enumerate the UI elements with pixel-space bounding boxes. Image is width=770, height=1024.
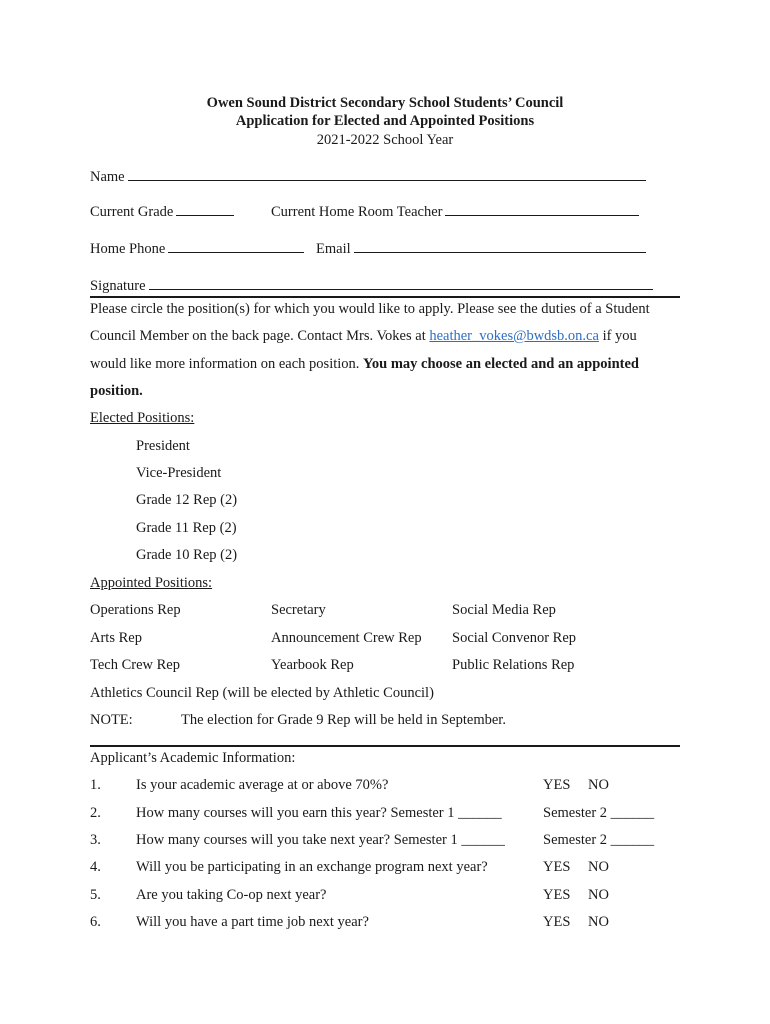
teacher-blank[interactable] xyxy=(445,203,639,216)
elected-heading: Elected Positions: xyxy=(90,410,195,426)
form-title: Application for Elected and Appointed Positions xyxy=(235,113,535,129)
name-blank[interactable] xyxy=(128,168,646,181)
instructions-line-3 xyxy=(90,355,639,373)
appointed-position[interactable]: Public Relations Rep xyxy=(452,657,575,673)
question-number: 3. xyxy=(90,832,101,848)
section-divider xyxy=(90,745,680,747)
elected-position[interactable]: Grade 12 Rep (2) xyxy=(136,492,238,508)
signature-field[interactable] xyxy=(90,277,653,295)
semester-2-field[interactable]: Semester 2 ______ xyxy=(543,832,655,848)
no-option[interactable]: NO xyxy=(588,859,609,875)
instructions-text: if you xyxy=(598,328,637,344)
teacher-label: Current Home Room Teacher xyxy=(271,204,443,220)
elected-position[interactable]: Vice-President xyxy=(136,465,222,481)
no-option[interactable]: NO xyxy=(588,777,609,793)
question-text: Will you be participating in an exchange program next year? xyxy=(136,859,488,875)
yes-option[interactable]: YES xyxy=(543,914,571,930)
email-label: Email xyxy=(316,241,351,257)
no-option[interactable]: NO xyxy=(588,914,609,930)
question-number: 6. xyxy=(90,914,101,930)
contact-email-link[interactable]: heather_vokes@bwdsb.on.ca xyxy=(429,328,599,344)
phone-label: Home Phone xyxy=(90,241,166,257)
name-label: Name xyxy=(90,169,125,185)
instructions-text: would like more information on each position. xyxy=(90,356,364,372)
elected-position[interactable]: Grade 11 Rep (2) xyxy=(136,520,237,536)
grade-blank[interactable] xyxy=(176,203,234,216)
note-label: NOTE: xyxy=(90,712,133,728)
phone-field[interactable] xyxy=(90,240,304,258)
instructions-line-4: position. xyxy=(90,383,143,399)
question-text[interactable]: How many courses will you earn this year? Semester 1 ______ xyxy=(136,805,502,821)
school-title: Owen Sound District Secondary School Students’ Council xyxy=(206,95,564,111)
yes-option[interactable]: YES xyxy=(543,777,571,793)
phone-blank[interactable] xyxy=(168,240,304,253)
email-blank[interactable] xyxy=(354,240,646,253)
yes-option[interactable]: YES xyxy=(543,859,571,875)
question-number: 5. xyxy=(90,887,101,903)
semester-2-field[interactable]: Semester 2 ______ xyxy=(543,805,655,821)
elected-position[interactable]: Grade 10 Rep (2) xyxy=(136,547,238,563)
elected-position[interactable]: President xyxy=(136,438,190,454)
question-number: 2. xyxy=(90,805,101,821)
grade-label: Current Grade xyxy=(90,204,174,220)
appointed-heading: Appointed Positions: xyxy=(90,575,213,591)
question-number: 4. xyxy=(90,859,101,875)
section-divider xyxy=(90,296,680,298)
note-text: The election for Grade 9 Rep will be held in September. xyxy=(181,712,506,728)
question-text: Is your academic average at or above 70%? xyxy=(136,777,389,793)
teacher-field[interactable] xyxy=(271,203,639,221)
appointed-position[interactable]: Secretary xyxy=(271,602,326,618)
instructions-line-1: Please circle the position(s) for which you would like to apply. Please see the duties of a Student xyxy=(90,301,650,317)
question-text: Will you have a part time job next year? xyxy=(136,914,369,930)
appointed-position[interactable]: Arts Rep xyxy=(90,630,142,646)
athletics-position[interactable]: Athletics Council Rep (will be elected by Athletic Council) xyxy=(90,685,434,701)
appointed-position[interactable]: Operations Rep xyxy=(90,602,181,618)
question-text[interactable]: How many courses will you take next year? Semester 1 ______ xyxy=(136,832,505,848)
appointed-position[interactable]: Yearbook Rep xyxy=(271,657,354,673)
yes-option[interactable]: YES xyxy=(543,887,571,903)
signature-label: Signature xyxy=(90,278,146,294)
name-field[interactable] xyxy=(90,168,646,186)
instructions-text: Council Member on the back page. Contact Mrs. Vokes at xyxy=(90,328,430,344)
question-number: 1. xyxy=(90,777,101,793)
academic-heading: Applicant’s Academic Information: xyxy=(90,750,296,766)
appointed-position[interactable]: Announcement Crew Rep xyxy=(271,630,422,646)
school-year: 2021-2022 School Year xyxy=(316,132,454,148)
appointed-position[interactable]: Tech Crew Rep xyxy=(90,657,180,673)
instructions-bold: You may choose an elected and an appointed xyxy=(363,356,639,372)
appointed-position[interactable]: Social Media Rep xyxy=(452,602,556,618)
signature-blank[interactable] xyxy=(149,277,653,290)
question-text: Are you taking Co-op next year? xyxy=(136,887,327,903)
instructions-line-2 xyxy=(90,327,637,345)
grade-field[interactable] xyxy=(90,203,234,221)
email-field[interactable] xyxy=(316,240,646,258)
appointed-position[interactable]: Social Convenor Rep xyxy=(452,630,577,646)
no-option[interactable]: NO xyxy=(588,887,609,903)
